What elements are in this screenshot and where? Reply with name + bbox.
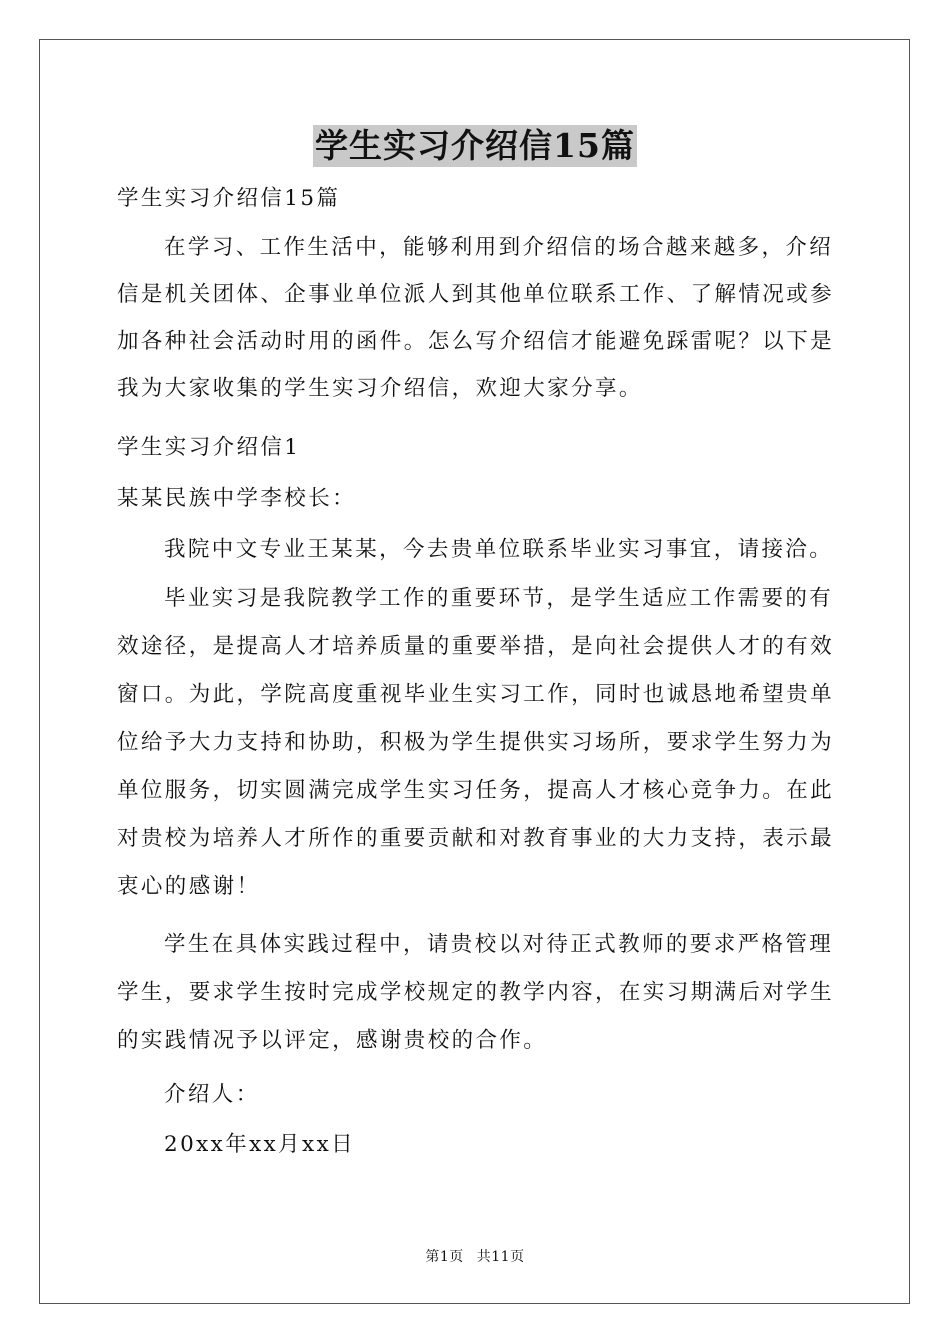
paragraph-line: 信是机关团体、企事业单位派人到其他单位联系工作、了解情况或参 bbox=[117, 282, 835, 307]
subtitle-line: 学生实习介绍信15篇 bbox=[117, 186, 341, 211]
paragraph-line: 窗口。为此，学院高度重视毕业生实习工作，同时也诚恳地希望贵单 bbox=[117, 682, 835, 707]
introducer-label: 介绍人： bbox=[164, 1082, 260, 1107]
paragraph-line: 单位服务，切实圆满完成学生实习任务，提高人才核心竞争力。在此 bbox=[117, 778, 835, 803]
paragraph-line: 我为大家收集的学生实习介绍信，欢迎大家分享。 bbox=[117, 376, 643, 401]
section-heading: 学生实习介绍信1 bbox=[117, 435, 301, 460]
paragraph-line: 效途径，是提高人才培养质量的重要举措，是向社会提供人才的有效 bbox=[117, 634, 835, 659]
paragraph-line: 我院中文专业王某某，今去贵单位联系毕业实习事宜，请接洽。 bbox=[164, 537, 834, 562]
paragraph-line: 位给予大力支持和协助，积极为学生提供实习场所，要求学生努力为 bbox=[117, 730, 835, 755]
paragraph-line: 加各种社会活动时用的函件。怎么写介绍信才能避免踩雷呢？以下是 bbox=[117, 329, 835, 354]
page-total: 共11页 bbox=[476, 1249, 525, 1265]
paragraph-line: 毕业实习是我院教学工作的重要环节，是学生适应工作需要的有 bbox=[164, 586, 834, 611]
paragraph-line: 对贵校为培养人才所作的重要贡献和对教育事业的大力支持，表示最 bbox=[117, 826, 835, 851]
page-number: 第1页 bbox=[425, 1249, 464, 1265]
paragraph-line: 在学习、工作生活中，能够利用到介绍信的场合越来越多，介绍 bbox=[164, 235, 834, 260]
paragraph-line: 学生在具体实践过程中，请贵校以对待正式教师的要求严格管理 bbox=[164, 932, 834, 957]
paragraph-line: 的实践情况予以评定，感谢贵校的合作。 bbox=[117, 1028, 548, 1053]
title-container bbox=[0, 125, 950, 167]
paragraph-line: 学生，要求学生按时完成学校规定的教学内容，在实习期满后对学生 bbox=[117, 980, 835, 1005]
page-footer bbox=[0, 1248, 950, 1266]
document-title: 学生实习介绍信15篇 bbox=[315, 126, 635, 165]
date-line: 20xx年xx月xx日 bbox=[164, 1132, 356, 1157]
page-border bbox=[39, 39, 910, 1304]
paragraph-line: 衷心的感谢！ bbox=[117, 874, 261, 899]
salutation: 某某民族中学李校长： bbox=[117, 486, 357, 511]
